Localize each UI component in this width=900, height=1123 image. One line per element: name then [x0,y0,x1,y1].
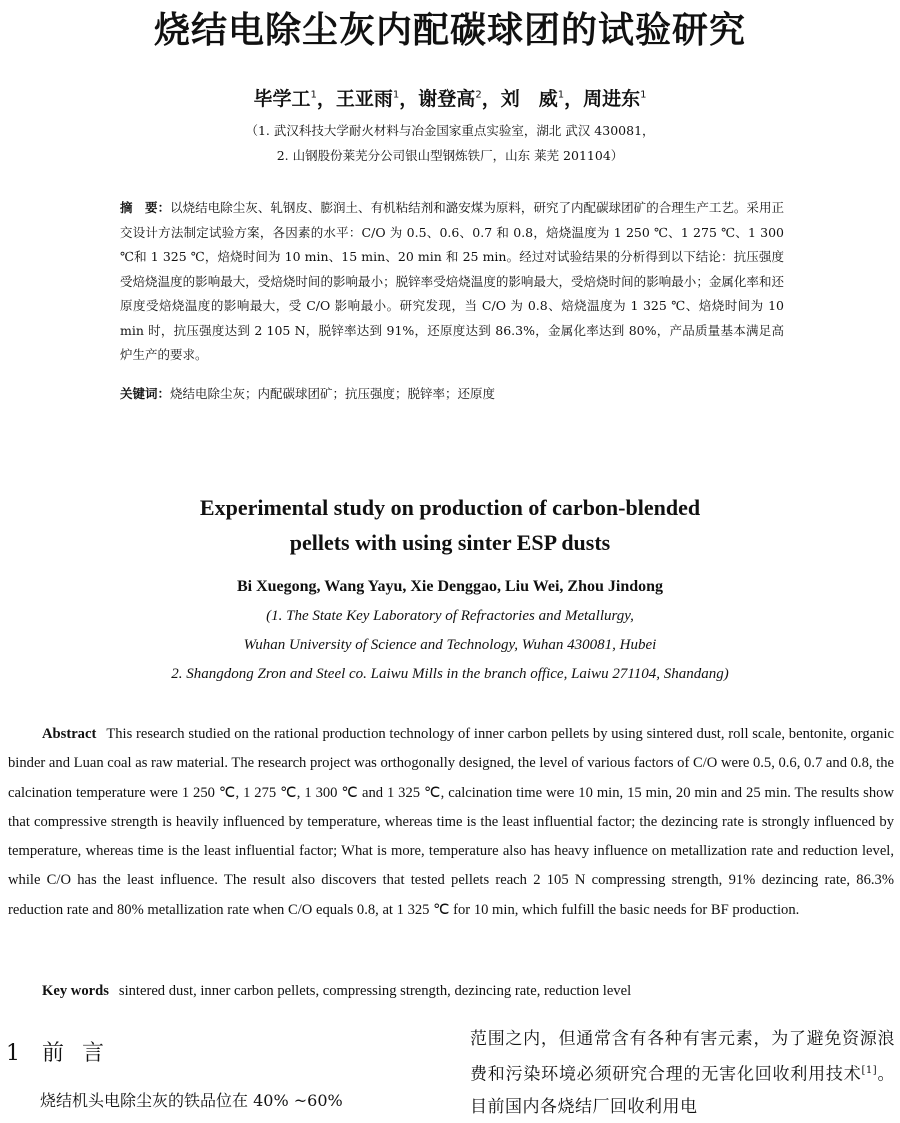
affiliation-cn-2: 2. 山钢股份莱芜分公司银山型钢炼铁厂，山东 莱芜 201104） [276,148,624,163]
author-cn: 谢登高 [418,88,476,110]
keywords-cn-label: 关键词： [120,386,171,401]
abstract-cn [120,196,784,368]
section-title: 前言 [42,1041,123,1066]
body-text-right [470,1023,895,1123]
paper-title-en [0,490,900,560]
authors-cn: 毕学工$^1$，王亚雨$^1$，谢登高$^2$，刘 威$^1$，周进东$^1$ [253,88,647,110]
affiliation-en-3: 2. Shangdong Zron and Steel co. Laiwu Mills in the branch office, Laiwu 271104, Shandang) [171,666,729,682]
citation-ref: [1] [861,1065,878,1076]
authors-en: Bi Xuegong, Wang Yayu, Xie Denggao, Liu Wei, Zhou Jindong [236,578,664,595]
abstract-en [8,720,894,925]
body-text: 。目前国内各烧结厂回收利用电 [470,1064,895,1117]
author-cn: 王亚雨 [335,88,393,110]
paper-title-en-line: pellets with using sinter ESP dusts [289,530,611,555]
author-cn: 周进东 [583,88,641,110]
author-sup: 1 [557,89,565,101]
author-sup: 1 [392,89,400,101]
keywords-en [42,983,631,1000]
keywords-en-text: sintered dust, inner carbon pellets, compressing strength, dezincing rate, reduction level [118,983,632,999]
author-sup: 2 [475,89,482,101]
body-text-left: 烧结机头电除尘灰的铁品位在 40% ~60% [40,1091,343,1110]
author-sup: 1 [640,89,647,101]
body-text: 范围之内，但通常含有各种有害元素，为了避免资源浪费和污染环境必须研究合理的无害化回收利用技术 [470,1029,895,1085]
section-number: 1 [6,1041,20,1066]
abstract-cn-text: 以烧结电除尘灰、轧钢皮、膨润土、有机粘结剂和潞安煤为原料，研究了内配碳球团矿的合理生产工艺。采用正交设计方法制定试验方案，各因素的水平：C/O 为 0.5、0.6、0.7 和 0.8，焙烧温度为 1 250 ℃、1 275 ℃、1 300 ℃和 1 325 ℃，焙烧时间为 10 min、15 min、20 min 和 25 min。经过对试验结果的分析得到以下结论：抗压强度受焙烧温度的影响最大，受焙烧时间的影响最小；脱锌率受焙烧温度的影响最大，受焙烧时间的影响最小；金属化率和还原度受焙烧温度的影响最大，受 C/O 影响最小。研究发现，当 C/O 为 0.8、焙烧温度为 1 325 ℃、焙烧时间为 10 min 时，抗压强度达到 2 105 N，脱锌率达到 91%，还原度达到 86.3%，金属化率达到 80%，产品质量基本满足高炉生产的要求。 [120,200,784,362]
abstract-cn-label: 摘 要： [120,200,171,215]
affiliation-en-1: (1. The State Key Laboratory of Refractories and Metallurgy, [266,608,634,624]
author-sup: 1 [310,89,317,101]
affiliation-cn-1: （1. 武汉科技大学耐火材料与冶金国家重点实验室，湖北 武汉 430081， [245,123,655,138]
keywords-en-label: Key words [42,983,109,999]
affiliation-en-2: Wuhan University of Science and Technology, Wuhan 430081, Hubei [243,637,657,653]
paper-title-cn: 烧结电除尘灰内配碳球团的试验研究 [153,10,746,51]
keywords-cn [120,384,495,402]
keywords-cn-text: 烧结电除尘灰；内配碳球团矿；抗压强度；脱锌率；还原度 [170,386,496,401]
author-cn: 刘 威 [500,88,558,110]
author-cn: 毕学工 [253,88,311,110]
abstract-en-label: Abstract [42,726,97,742]
abstract-en-text: This research studied on the rational production technology of inner carbon pellets by using sintered dust, roll scale, bentonite, organic binder and Luan coal as raw material. The research project was orthogonally designed, the level of various factors of C/O were 0.5, 0.6, 0.7 and 0.8, the calcination temperature were 1 250 ℃, 1 275 ℃, 1 300 ℃ and 1 325 ℃, calcination time were 10 min, 15 min, 20 min and 25 min. The results show that compressive strength is heavily influenced by temperature, whereas time is the least influential factor; the dezincing rate is strongly influenced by temperature, whereas time is the least influential factor; What is more, temperature also has heavy influence on metallization rate and reduction level, while C/O has the least influence. The result also discovers that tested pellets reach 2 105 N compressing strength, 91% dezincing rate, 86.3% reduction rate and 80% metallization rate when C/O equals 0.8, at 1 325 ℃ for 10 min, which fulfill the basic needs for BF production. [8,726,895,918]
section-heading [6,1036,122,1067]
paper-title-en-line: Experimental study on production of carbon-blended [199,495,701,520]
